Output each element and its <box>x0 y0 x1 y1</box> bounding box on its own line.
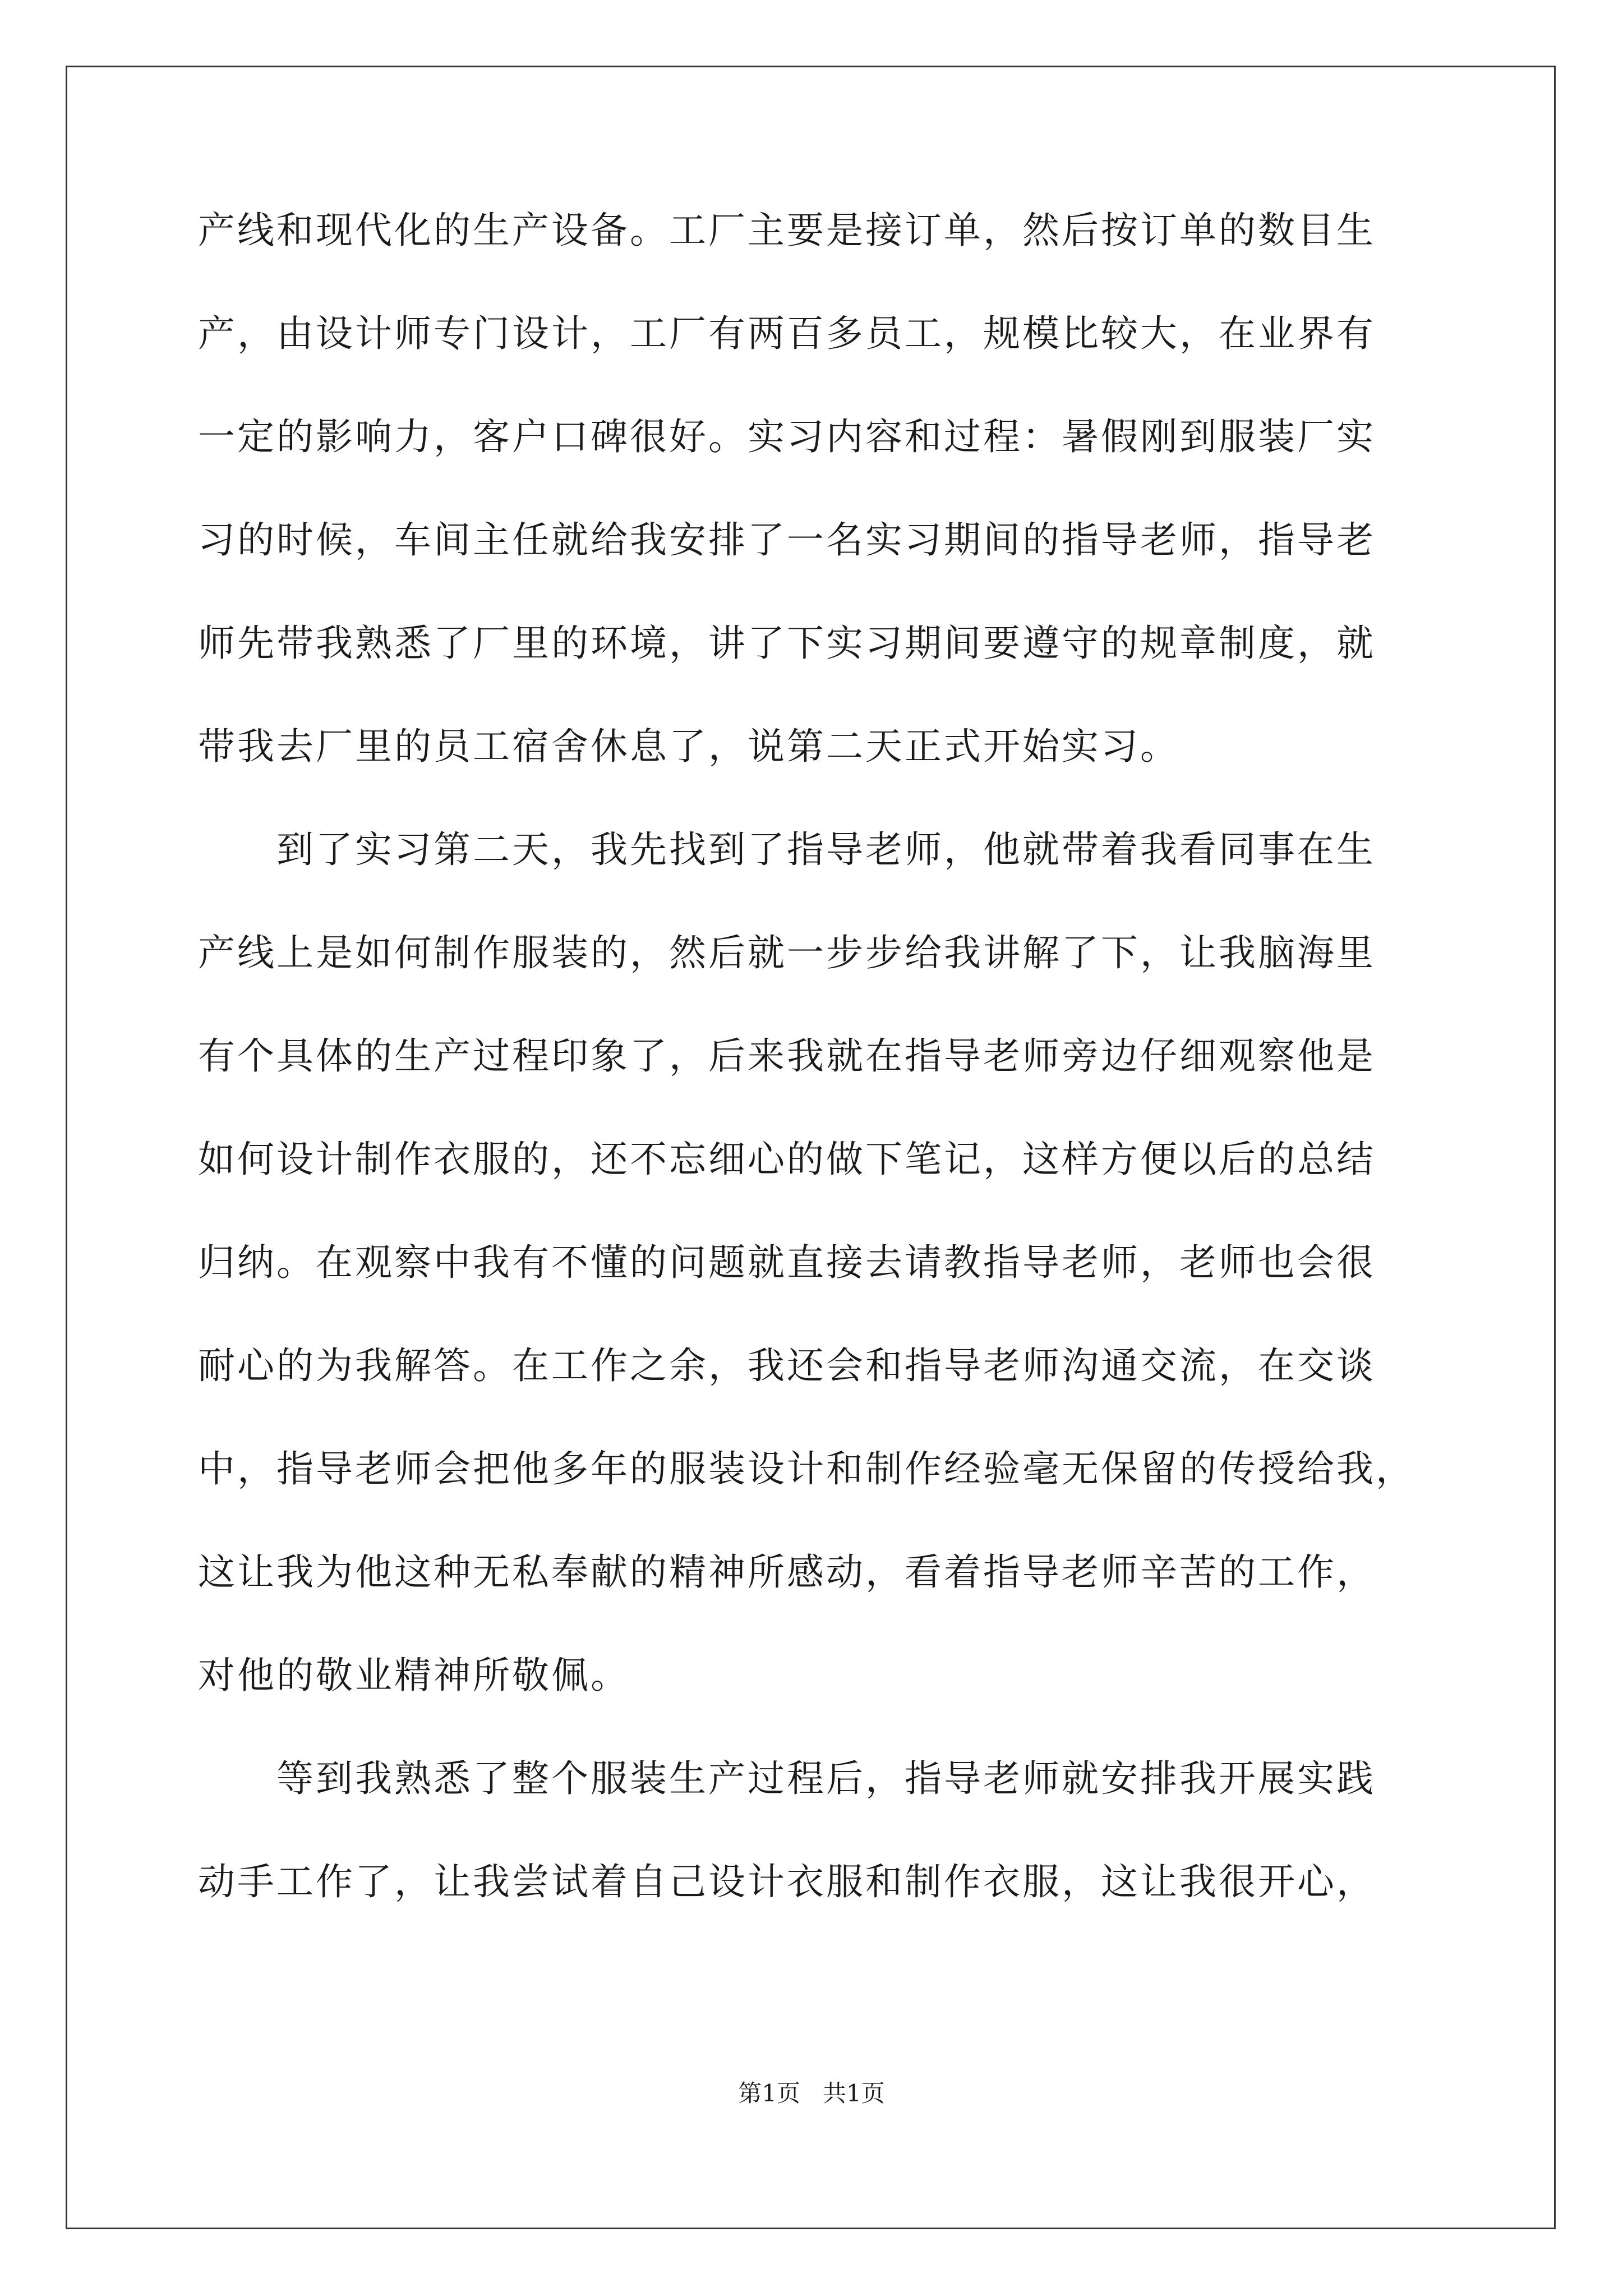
text-line: 一定的影响力，客户口碑很好。实习内容和过程：暑假刚到服装厂实 <box>198 415 1376 458</box>
text-line: 等到我熟悉了整个服装生产过程后，指导老师就安排我开展实践 <box>198 1757 1376 1800</box>
text-line: 到了实习第二天，我先找到了指导老师，他就带着我看同事在生 <box>198 828 1376 871</box>
text-line: 产，由设计师专门设计，工厂有两百多员工，规模比较大，在业界有 <box>198 312 1376 355</box>
text-line: 动手工作了，让我尝试着自己设计衣服和制作衣服，这让我很开心， <box>198 1860 1376 1903</box>
text-line: 中，指导老师会把他多年的服装设计和制作经验毫无保留的传授给我， <box>198 1447 1415 1490</box>
text-line: 对他的敬业精神所敬佩。 <box>198 1654 630 1697</box>
text-line: 耐心的为我解答。在工作之余，我还会和指导老师沟通交流，在交谈 <box>198 1344 1376 1387</box>
document-body <box>198 209 1449 1967</box>
text-line: 习的时候，车间主任就给我安排了一名实习期间的指导老师，指导老 <box>198 518 1376 562</box>
text-line: 师先带我熟悉了厂里的环境，讲了下实习期间要遵守的规章制度，就 <box>198 622 1376 665</box>
text-line: 有个具体的生产过程印象了，后来我就在指导老师旁边仔细观察他是 <box>198 1034 1376 1078</box>
text-line: 带我去厂里的员工宿舍休息了，说第二天正式开始实习。 <box>198 725 1179 768</box>
text-line: 产线和现代化的生产设备。工厂主要是接订单，然后按订单的数目生 <box>198 209 1376 252</box>
text-line: 如何设计制作衣服的，还不忘细心的做下笔记，这样方便以后的总结 <box>198 1138 1376 1181</box>
text-line: 产线上是如何制作服装的，然后就一步步给我讲解了下，让我脑海里 <box>198 931 1376 974</box>
page-number-footer: 第1页 共1页 <box>738 2079 885 2107</box>
text-line: 这让我为他这种无私奉献的精神所感动，看着指导老师辛苦的工作， <box>198 1550 1376 1594</box>
text-line: 归纳。在观察中我有不懂的问题就直接去请教指导老师，老师也会很 <box>198 1241 1376 1284</box>
